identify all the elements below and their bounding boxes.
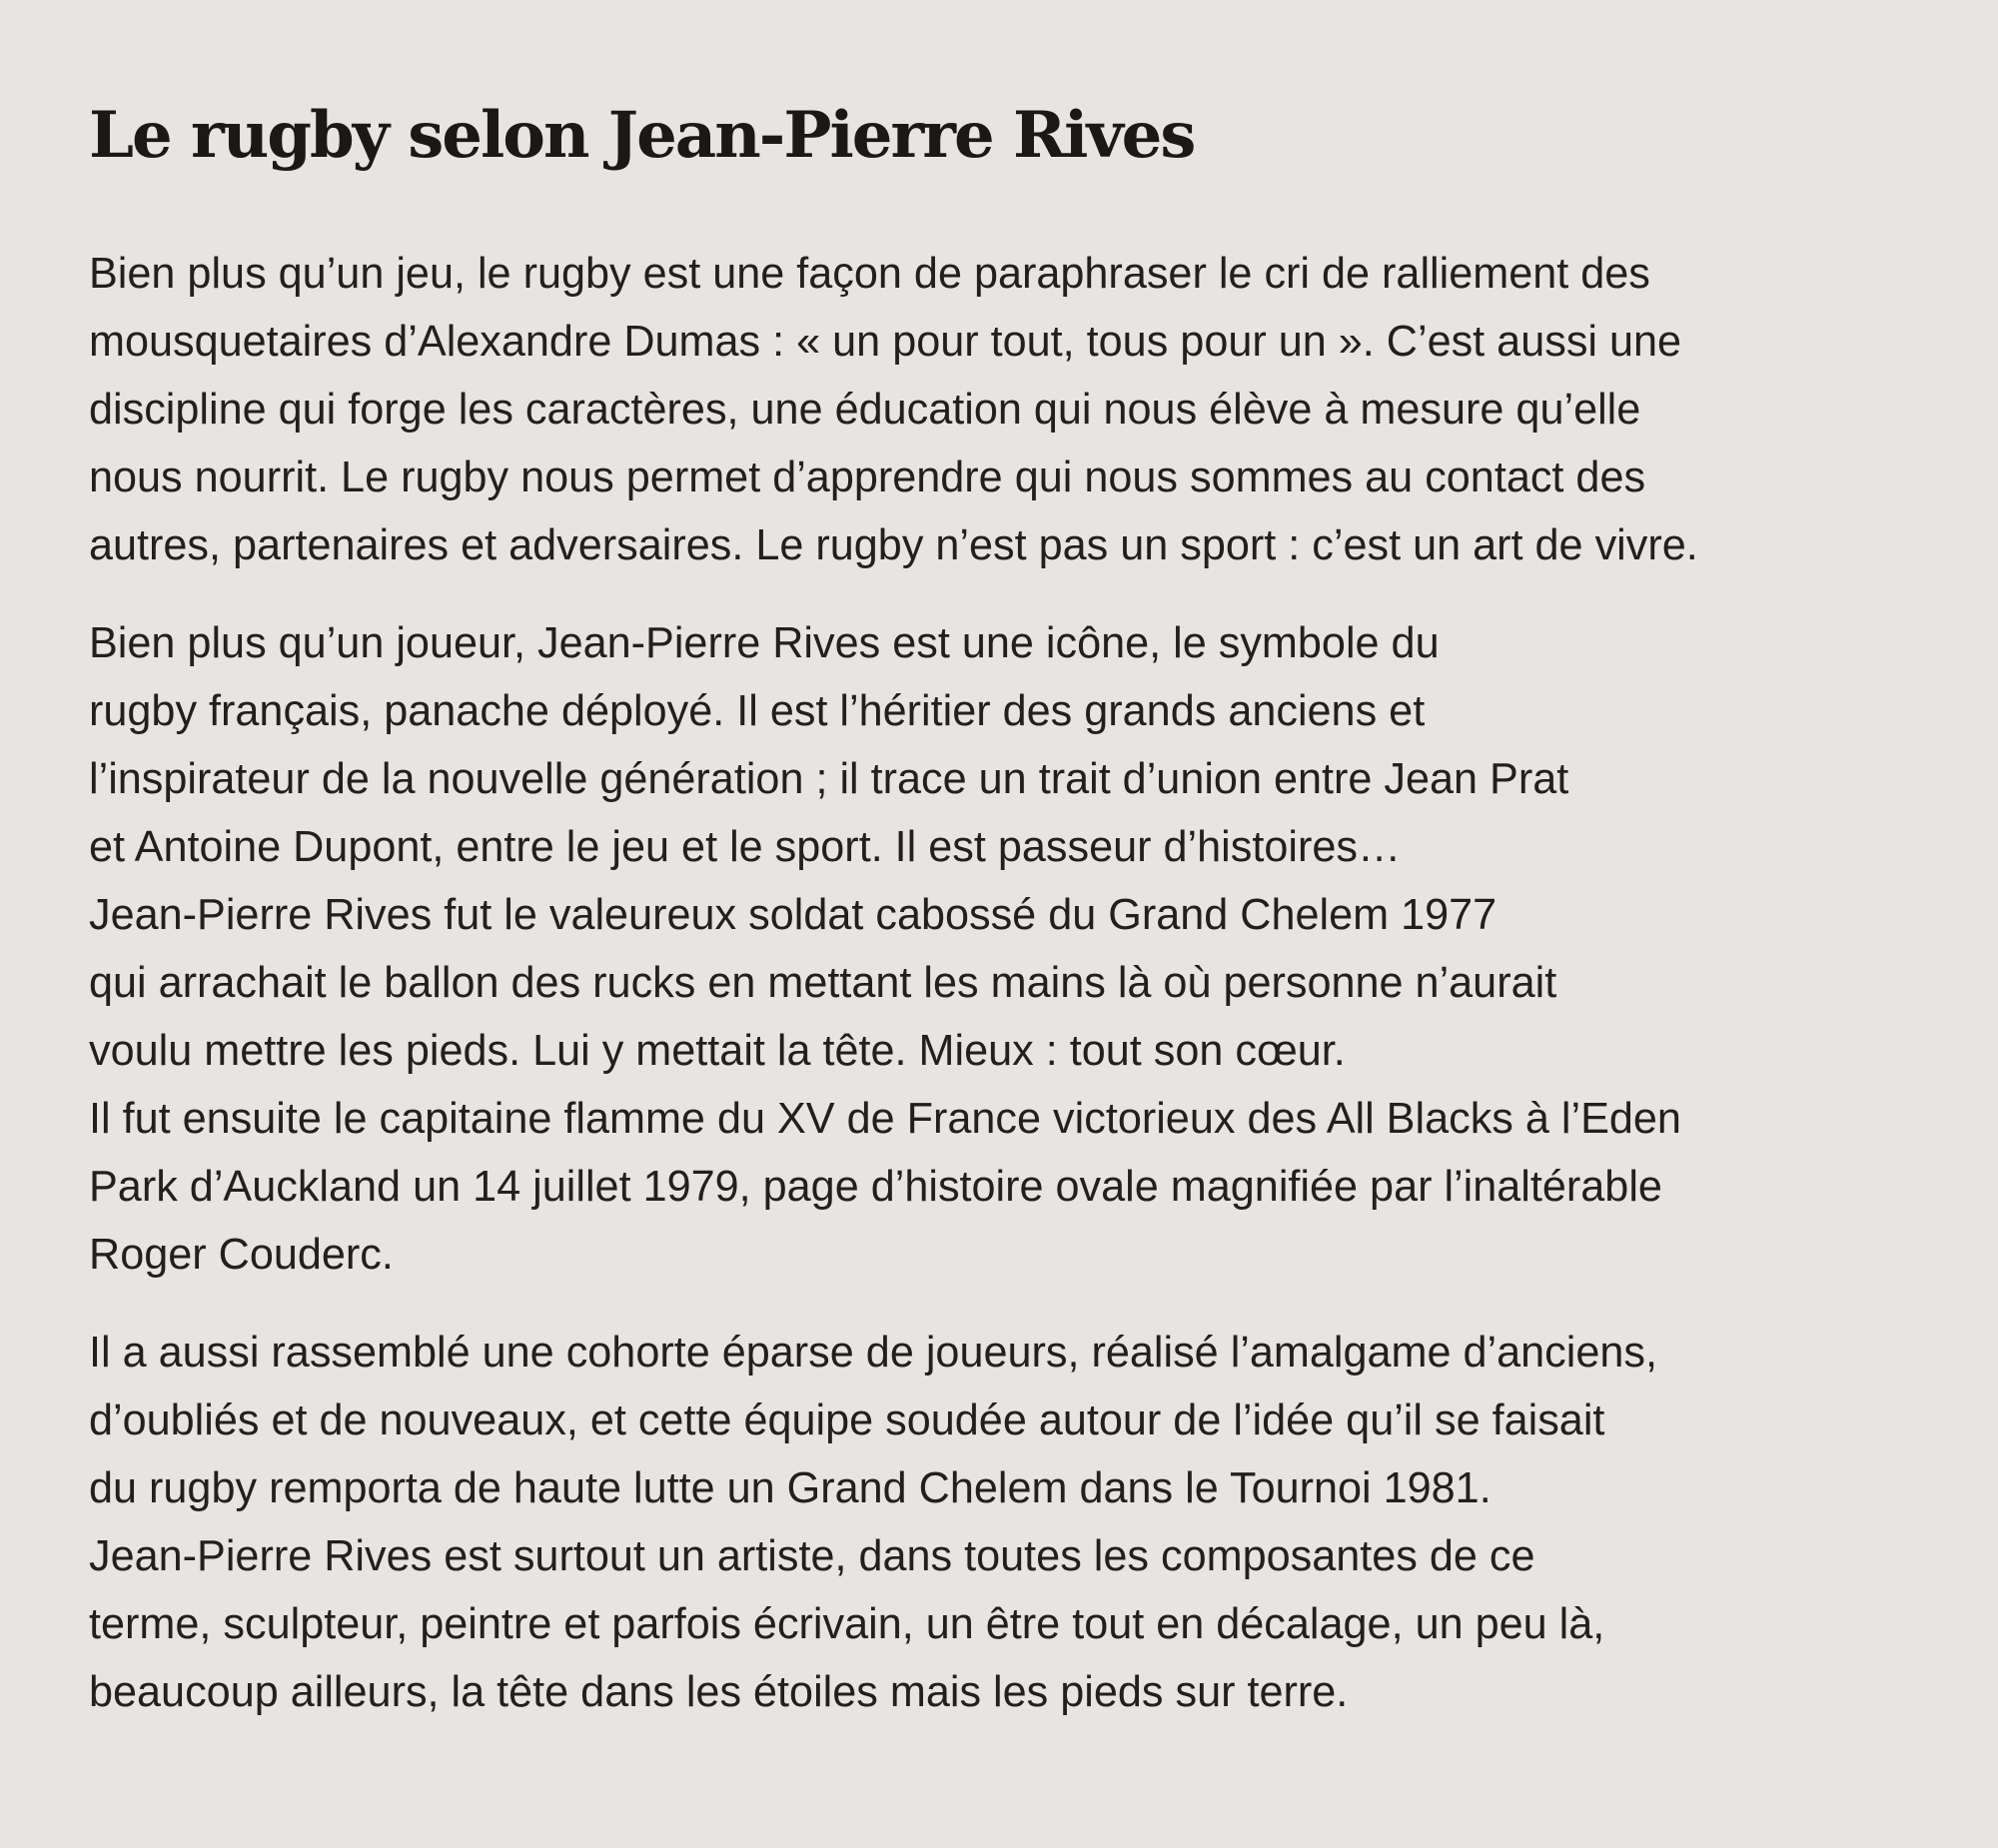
paragraph-line: l’inspirateur de la nouvelle génération ; il trace un trait d’union entre Jean Prat [89,755,1569,803]
paragraph-line: qui arrachait le ballon des rucks en mettant les mains là où personne n’aurait [89,959,1557,1007]
paragraph-3 [89,1319,1967,1726]
article-title: Le rugby selon Jean-Pierre Rives [89,98,1195,173]
paragraph-line: beaucoup ailleurs, la tête dans les étoiles mais les pieds sur terre. [89,1668,1349,1716]
paragraph-line: d’oubliés et de nouveaux, et cette équipe soudée autour de l’idée qu’il se faisait [89,1396,1605,1444]
paragraph-line: autres, partenaires et adversaires. Le rugby n’est pas un sport : c’est un art de vivre. [89,521,1698,569]
paragraph-line: Roger Couderc. [89,1231,394,1279]
paragraph-line: Bien plus qu’un joueur, Jean-Pierre Rives est une icône, le symbole du [89,619,1440,667]
paragraph-line: Jean-Pierre Rives fut le valeureux soldat cabossé du Grand Chelem 1977 [89,891,1498,939]
paragraph-line: voulu mettre les pieds. Lui y mettait la tête. Mieux : tout son cœur. [89,1027,1346,1075]
paragraph-line: Park d’Auckland un 14 juillet 1979, page d’histoire ovale magnifiée par l’inaltérable [89,1163,1662,1211]
paragraph-line: et Antoine Dupont, entre le jeu et le sport. Il est passeur d’histoires… [89,823,1402,871]
paragraph-line: discipline qui forge les caractères, une éducation qui nous élève à mesure qu’elle [89,386,1641,434]
article [89,88,1967,1726]
paragraph-line: rugby français, panache déployé. Il est l’héritier des grands anciens et [89,687,1426,735]
paragraph-line: Bien plus qu’un jeu, le rugby est une façon de paraphraser le cri de ralliement des [89,250,1650,298]
paragraph-1 [89,240,1967,579]
paragraph-line: nous nourrit. Le rugby nous permet d’apprendre qui nous sommes au contact des [89,454,1646,501]
paragraph-line: Jean-Pierre Rives est surtout un artiste, dans toutes les composantes de ce [89,1532,1535,1580]
paragraph-line: mousquetaires d’Alexandre Dumas : « un pour tout, tous pour un ». C’est aussi une [89,318,1682,366]
paragraph-line: du rugby remporta de haute lutte un Grand Chelem dans le Tournoi 1981. [89,1464,1492,1512]
paragraph-line: Il a aussi rassemblé une cohorte éparse de joueurs, réalisé l’amalgame d’anciens, [89,1329,1657,1377]
paragraph-line: Il fut ensuite le capitaine flamme du XV de France victorieux des All Blacks à l’Eden [89,1095,1681,1143]
paragraph-line: terme, sculpteur, peintre et parfois écrivain, un être tout en décalage, un peu là, [89,1600,1605,1648]
paragraph-2 [89,609,1967,1289]
